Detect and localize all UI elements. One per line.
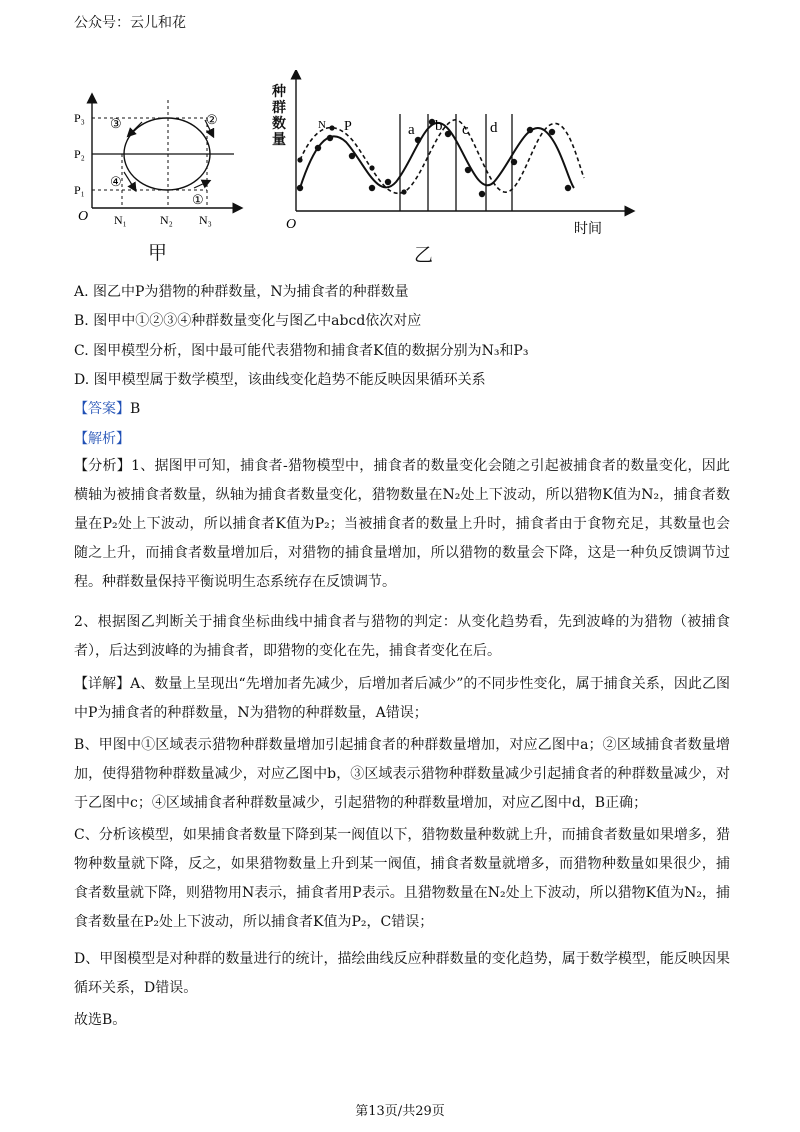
y-tick-p3: P₃ — [74, 111, 85, 125]
option-a: A. 图乙中P为猎物的种群数量，N为捕食者的种群数量 — [74, 284, 409, 300]
page-header: 公众号：云儿和花 — [74, 15, 186, 31]
origin-label: O — [78, 209, 89, 224]
answer-label: 【答案】 — [74, 401, 130, 417]
mark-c: c — [462, 122, 469, 138]
region-4: ④ — [110, 174, 122, 189]
origin-label: O — [286, 217, 297, 232]
y-tick-p1: P₁ — [74, 183, 85, 197]
region-1: ① — [192, 192, 204, 207]
figure-a-label: 甲 — [148, 242, 168, 264]
analysis-paragraph-2: 2、根据图乙判断关于捕食坐标曲线中捕食者与猎物的判定：从变化趋势看，先到波峰的为猎物（被捕食者），后达到波峰的为捕食者，即猎物的变化在先，捕食者变化在后。 — [74, 614, 730, 659]
region-2: ② — [206, 112, 218, 127]
answer-value: B — [130, 401, 141, 417]
mark-d: d — [490, 120, 498, 136]
mark-a: a — [408, 122, 415, 138]
analysis-label: 【解析】 — [74, 431, 130, 447]
y-tick-p2: P₂ — [74, 147, 85, 161]
x-tick-n1: N₁ — [114, 213, 127, 227]
detail-text-a: A、数量上呈现出“先增加者先减少，后增加者后减少”的不同步性变化，属于捕食关系，因此乙图中P为捕食者的种群数量，N为猎物的种群数量，A错误； — [74, 676, 730, 721]
option-d: D. 图甲模型属于数学模型，该曲线变化趋势不能反映因果循环关系 — [74, 372, 486, 388]
detail-paragraph-c: C、分析该模型，如果捕食者数量下降到某一阀值以下，猎物数量种数就上升，而捕食者数量如果增多，猎物种数量就下降，反之，如果猎物数量上升到某一阀值，捕食者数量就增多，而猎物种数量如果很少，捕食者数量就下降，则猎物用N表示，捕食者用P表示。且猎物数量在N₂处上下波动，所以猎物K值为N₂，捕食者数量在P₂处上下波动，所以捕食者K值为P₂，C错误； — [74, 827, 730, 930]
detail-label: 【详解】 — [74, 676, 131, 692]
analysis-text-1: 1、据图甲可知，捕食者-猎物模型中，捕食者的数量变化会随之引起被捕食者的数量变化，因此横轴为被捕食者数量，纵轴为捕食者数量变化，猎物数量在N₂处上下波动，所以猎物K值为N₂，捕食者数量在P₂处上下波动，所以捕食者K值为P₂；当被捕食者的数量上升时，捕食者由于食物充足，其数量也会随之上升，而捕食者数量增加后，对猎物的捕食量增加，所以猎物的数量会下降，这是一种负反馈调节过程。种群数量保持平衡说明生态系统存在反馈调节。 — [74, 458, 730, 590]
figure-b-ylabel: 种群数量 — [272, 84, 286, 148]
x-tick-n2: N₂ — [160, 213, 173, 227]
analysis-sub-label: 【分析】 — [74, 458, 132, 474]
detail-paragraph-b: B、甲图中①区域表示猎物种群数量增加引起捕食者的种群数量增加，对应乙图中a；②区域捕食者数量增加，使得猎物种群数量减少，对应乙图中b，③区域表示猎物种群数量减少引起捕食者的种群数量减少，对于乙图中c；④区域捕食者种群数量减少，引起猎物的种群数量增加，对应乙图中d，B正确； — [74, 737, 730, 811]
x-tick-n3: N₃ — [199, 213, 212, 227]
figure-b-label: 乙 — [414, 244, 434, 266]
figure-a-graph — [70, 92, 250, 232]
option-c: C. 图甲模型分析，图中最可能代表猎物和捕食者K值的数据分别为N₃和P₃ — [74, 343, 529, 359]
analysis-paragraph-1 — [74, 452, 730, 597]
answer-line — [74, 399, 140, 419]
page-footer: 第13页/共29页 — [355, 1104, 445, 1119]
detail-paragraph-a — [74, 670, 730, 728]
curve-n-label: N — [318, 119, 326, 131]
conclusion: 故选B。 — [74, 1012, 127, 1028]
region-3: ③ — [110, 116, 122, 131]
curve-p-label: P — [344, 119, 352, 134]
detail-paragraph-d: D、甲图模型是对种群的数量进行的统计，描绘曲线反应种群数量的变化趋势，属于数学模型，能反映因果循环关系，D错误。 — [74, 951, 730, 996]
option-b: B. 图甲中①②③④种群数量变化与图乙中abcd依次对应 — [74, 313, 422, 329]
figure-b-graph — [268, 70, 638, 240]
xlabel: 时间 — [574, 222, 602, 237]
mark-b: b — [435, 118, 443, 134]
